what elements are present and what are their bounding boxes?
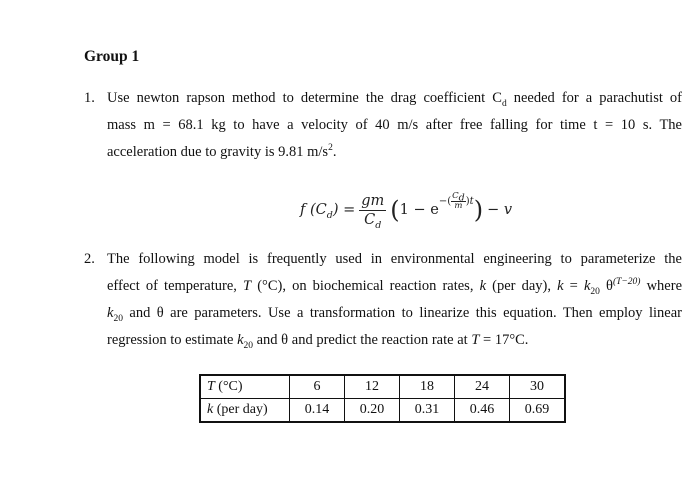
table-cell: 0.14 <box>290 399 345 423</box>
question-1-number: 1. <box>84 90 95 106</box>
formula-exponent: −( $\frac{C_d}{m}$ )t <box>438 190 474 211</box>
table-cell: 18 <box>400 375 455 399</box>
table-cell: 24 <box>455 375 510 399</box>
table-cell: 12 <box>345 375 400 399</box>
table-cell: 6 <box>290 375 345 399</box>
table-cell: 0.46 <box>455 399 510 423</box>
formula-minus-v: − v <box>487 202 513 218</box>
q1-line-1: Use newton rapson method to determine the drag coefficient $C_d$ needed for a parachutist of <box>107 90 683 109</box>
formula-paren-close: ) <box>473 196 484 224</box>
q2-line-3: $k_{20}$ and θ are parameters. Use a transformation to linearize this equation. Then employ linear <box>107 305 682 324</box>
table-cell: 0.20 <box>345 399 400 423</box>
formula-lhs: f $(C_d)$ = <box>300 202 356 221</box>
q2-line-2: effect of temperature, T (°C), on biochemical reaction rates, k (per day), $k = k_{20}$ $\theta^{(T-20)}$ where <box>107 277 683 297</box>
table-row-label-temperature: T (°C) <box>200 375 290 399</box>
q2-line-4: regression to estimate $k_{20}$ and θ and predict the reaction rate at T = 17°C. <box>107 332 529 351</box>
table-row-label-rate: k (per day) <box>200 399 290 423</box>
question-1-text <box>107 85 682 166</box>
q1-line-2: mass m = 68.1 kg to have a velocity of 40 m/s after free falling for time t = 10 s. The <box>107 117 682 133</box>
formula-fraction: $\frac{gm}{C_d}$ <box>361 192 385 231</box>
drag-formula <box>300 185 512 235</box>
question-2-text <box>107 246 682 354</box>
table-cell: 30 <box>510 375 566 399</box>
q2-line-1: The following model is frequently used in environmental engineering to parameterize the <box>107 251 682 267</box>
table-row <box>200 375 565 399</box>
table-row <box>200 399 565 423</box>
q1-line-3: acceleration due to gravity is 9.81 $m/s^2$. <box>107 143 337 160</box>
table-cell: 0.31 <box>400 399 455 423</box>
question-2-number: 2. <box>84 251 95 267</box>
section-heading: Group 1 <box>84 48 140 65</box>
table-cell: 0.69 <box>510 399 566 423</box>
formula-paren-open: ( <box>390 196 400 224</box>
temperature-rate-table <box>199 374 566 423</box>
formula-one-minus-e: 1 − e <box>399 202 439 218</box>
